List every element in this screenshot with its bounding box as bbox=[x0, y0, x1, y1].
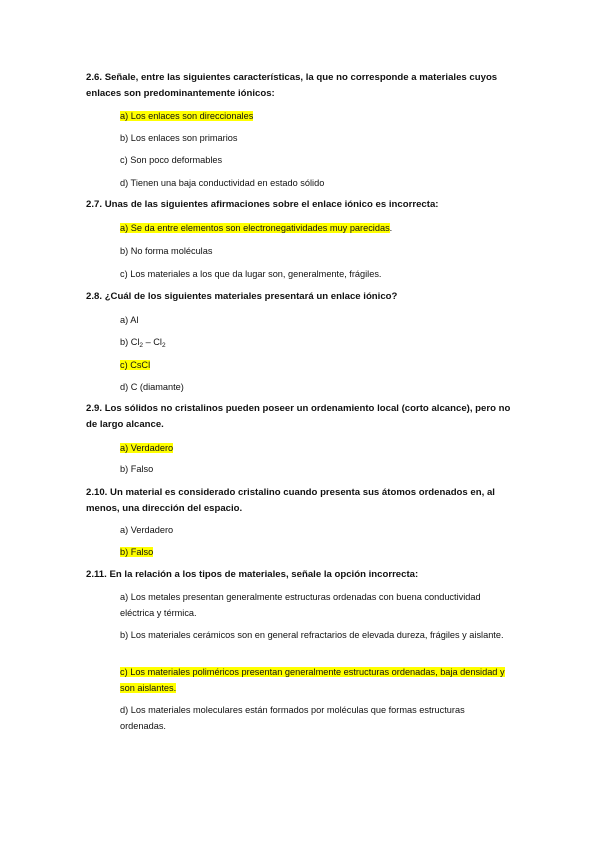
subscript: 2 bbox=[161, 342, 166, 349]
question-2-7 bbox=[86, 197, 516, 213]
question-number: 2.9. bbox=[86, 403, 103, 414]
option-2-11-b bbox=[120, 627, 510, 643]
option-2-7-b bbox=[120, 243, 510, 259]
option-text: b) Los materiales cerámicos son en general refractarios de elevada dureza, frágiles y aislante. bbox=[120, 630, 504, 640]
option-text: b) Los enlaces son primarios bbox=[120, 133, 238, 143]
question-number: 2.8. bbox=[86, 291, 103, 302]
question-text: Un material es considerado cristalino cuando presenta sus átomos ordenados en, al menos, una dirección del espacio. bbox=[86, 487, 495, 514]
question-2-10 bbox=[86, 485, 516, 517]
option-2-8-d bbox=[120, 379, 510, 395]
option-2-6-d bbox=[120, 175, 510, 191]
option-2-11-d bbox=[120, 702, 510, 734]
question-number: 2.7. bbox=[86, 199, 103, 210]
option-2-10-a bbox=[120, 522, 510, 538]
answer-highlight: a) Se da entre elementos son electronegatividades muy parecidas bbox=[120, 223, 390, 233]
option-2-9-b bbox=[120, 461, 510, 477]
question-text: Unas de las siguientes afirmaciones sobre el enlace iónico es incorrecta: bbox=[104, 199, 439, 210]
answer-highlight: c) Los materiales poliméricos presentan generalmente estructuras ordenadas, baja densidad y son aislantes. bbox=[120, 667, 505, 693]
option-text: b) Falso bbox=[120, 464, 154, 474]
option-text: d) C (diamante) bbox=[120, 382, 184, 392]
option-text: c) Los materiales a los que da lugar son, generalmente, frágiles. bbox=[120, 269, 382, 279]
question-text: Los sólidos no cristalinos pueden poseer un ordenamiento local (corto alcance), pero no de largo alcance. bbox=[86, 403, 511, 430]
question-number: 2.11. bbox=[86, 569, 107, 580]
option-2-8-b bbox=[120, 334, 510, 350]
question-text: Señale, entre las siguientes características, la que no corresponde a materiales cuyos enlaces son predominantemente iónicos: bbox=[86, 72, 498, 99]
option-2-11-c bbox=[120, 664, 510, 696]
answer-highlight: a) Los enlaces son direccionales bbox=[120, 111, 254, 121]
option-text: c) Son poco deformables bbox=[120, 155, 223, 165]
option-2-6-b bbox=[120, 130, 510, 146]
option-text: . bbox=[389, 223, 393, 233]
question-number: 2.10. bbox=[86, 487, 108, 498]
option-2-8-a bbox=[120, 312, 510, 328]
option-text: a) Verdadero bbox=[120, 525, 174, 535]
option-text: – Cl bbox=[143, 337, 162, 347]
question-number: 2.6. bbox=[86, 72, 103, 83]
option-2-7-a bbox=[120, 220, 510, 236]
option-text: a) Al bbox=[120, 315, 139, 325]
option-2-10-b bbox=[120, 544, 510, 560]
option-2-11-a bbox=[120, 589, 510, 621]
option-2-7-c bbox=[120, 266, 510, 282]
option-text: a) Los metales presentan generalmente estructuras ordenadas con buena conductividad eléctrica y térmica. bbox=[120, 592, 481, 618]
question-2-6 bbox=[86, 70, 516, 102]
option-2-8-c bbox=[120, 357, 510, 373]
answer-highlight: b) Falso bbox=[120, 547, 154, 557]
option-text: d) Tienen una baja conductividad en estado sólido bbox=[120, 178, 325, 188]
question-2-9 bbox=[86, 401, 516, 433]
answer-highlight: a) Verdadero bbox=[120, 443, 174, 453]
option-2-6-a bbox=[120, 108, 510, 124]
question-2-8 bbox=[86, 289, 516, 305]
question-text: En la relación a los tipos de materiales, señale la opción incorrecta: bbox=[109, 569, 419, 580]
option-2-9-a bbox=[120, 440, 510, 456]
option-2-6-c bbox=[120, 152, 510, 168]
question-2-11 bbox=[86, 567, 516, 583]
subscript: 2 bbox=[139, 342, 144, 349]
option-text: d) Los materiales moleculares están formados por moléculas que formas estructuras ordenadas. bbox=[120, 705, 465, 731]
answer-highlight: c) CsCl bbox=[120, 360, 151, 370]
option-text: b) No forma moléculas bbox=[120, 246, 213, 256]
option-text: b) Cl bbox=[120, 337, 140, 347]
question-text: ¿Cuál de los siguientes materiales presentará un enlace iónico? bbox=[104, 291, 398, 302]
